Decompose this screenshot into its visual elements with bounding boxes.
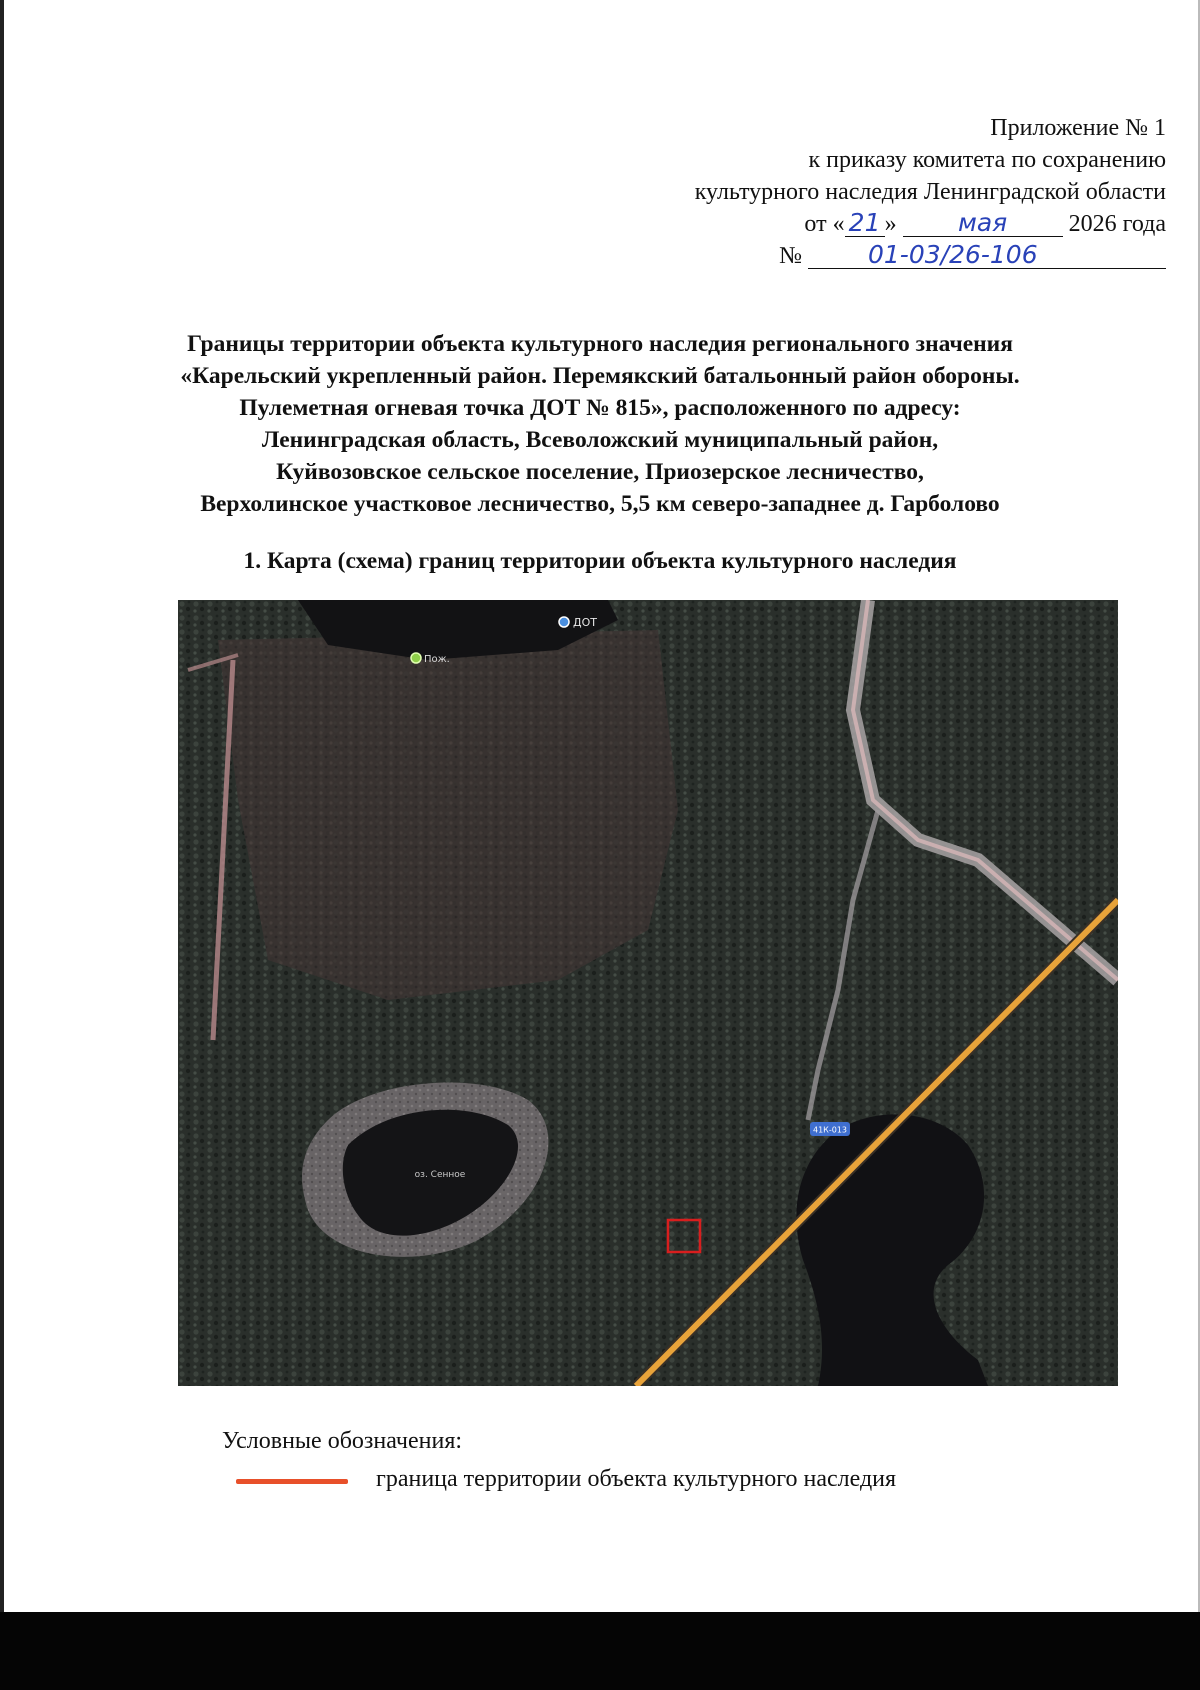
road-sign-label: 41К-013 — [812, 1125, 848, 1135]
lake-label: оз. Сенное — [414, 1170, 466, 1180]
title-line-4: Ленинградская область, Всеволожский муниципальный район, — [261, 427, 939, 453]
legend-item — [236, 1466, 1136, 1500]
date-year: 2026 года — [1068, 211, 1166, 237]
pozh-marker-icon — [411, 653, 421, 663]
document-title — [100, 328, 1100, 520]
title-line-6: Верхолинское участковое лесничество, 5,5 км северо-западнее д. Гарболово — [200, 491, 1000, 517]
scan-left-edge — [0, 0, 4, 1690]
satellite-map — [178, 600, 1118, 1386]
southern-lake — [796, 1114, 988, 1386]
date-day-handwritten: 21 — [845, 210, 885, 237]
legend-boundary-swatch — [236, 1479, 348, 1484]
appendix-header — [526, 112, 1166, 272]
dot-marker-icon — [559, 617, 569, 627]
title-line-3: Пулеметная огневая точка ДОТ № 815», расположенного по адресу: — [239, 395, 961, 421]
date-month-handwritten: мая — [903, 210, 1063, 237]
legend-item-label: граница территории объекта культурного наследия — [376, 1466, 897, 1492]
date-mid: » — [884, 211, 897, 237]
bog-area — [218, 630, 678, 1000]
title-line-5: Куйвозовское сельское поселение, Приозерское лесничество, — [276, 459, 924, 485]
appendix-line-3: культурного наследия Ленинградской области — [694, 179, 1166, 205]
appendix-line-2: к приказу комитета по сохранению — [808, 147, 1166, 173]
appendix-number-line — [526, 240, 1166, 272]
scan-bottom-bar — [0, 1612, 1200, 1690]
appendix-line-1: Приложение № 1 — [990, 115, 1166, 141]
section-title: 1. Карта (схема) границ территории объекта культурного наследия — [243, 548, 957, 574]
number-prefix: № — [779, 243, 802, 269]
map-drawing — [178, 600, 1118, 1386]
dot-marker-label: ДОТ — [573, 616, 597, 629]
number-handwritten: 01-03/26-106 — [808, 242, 1166, 269]
title-line-2: «Карельский укрепленный район. Перемякский батальонный район обороны. — [180, 363, 1020, 389]
legend-title: Условные обозначения: — [222, 1428, 463, 1454]
date-prefix: от « — [804, 211, 845, 237]
title-line-1: Границы территории объекта культурного наследия регионального значения — [187, 331, 1013, 357]
appendix-date-line — [526, 208, 1166, 240]
pozh-marker-label: Пож. — [424, 654, 450, 665]
